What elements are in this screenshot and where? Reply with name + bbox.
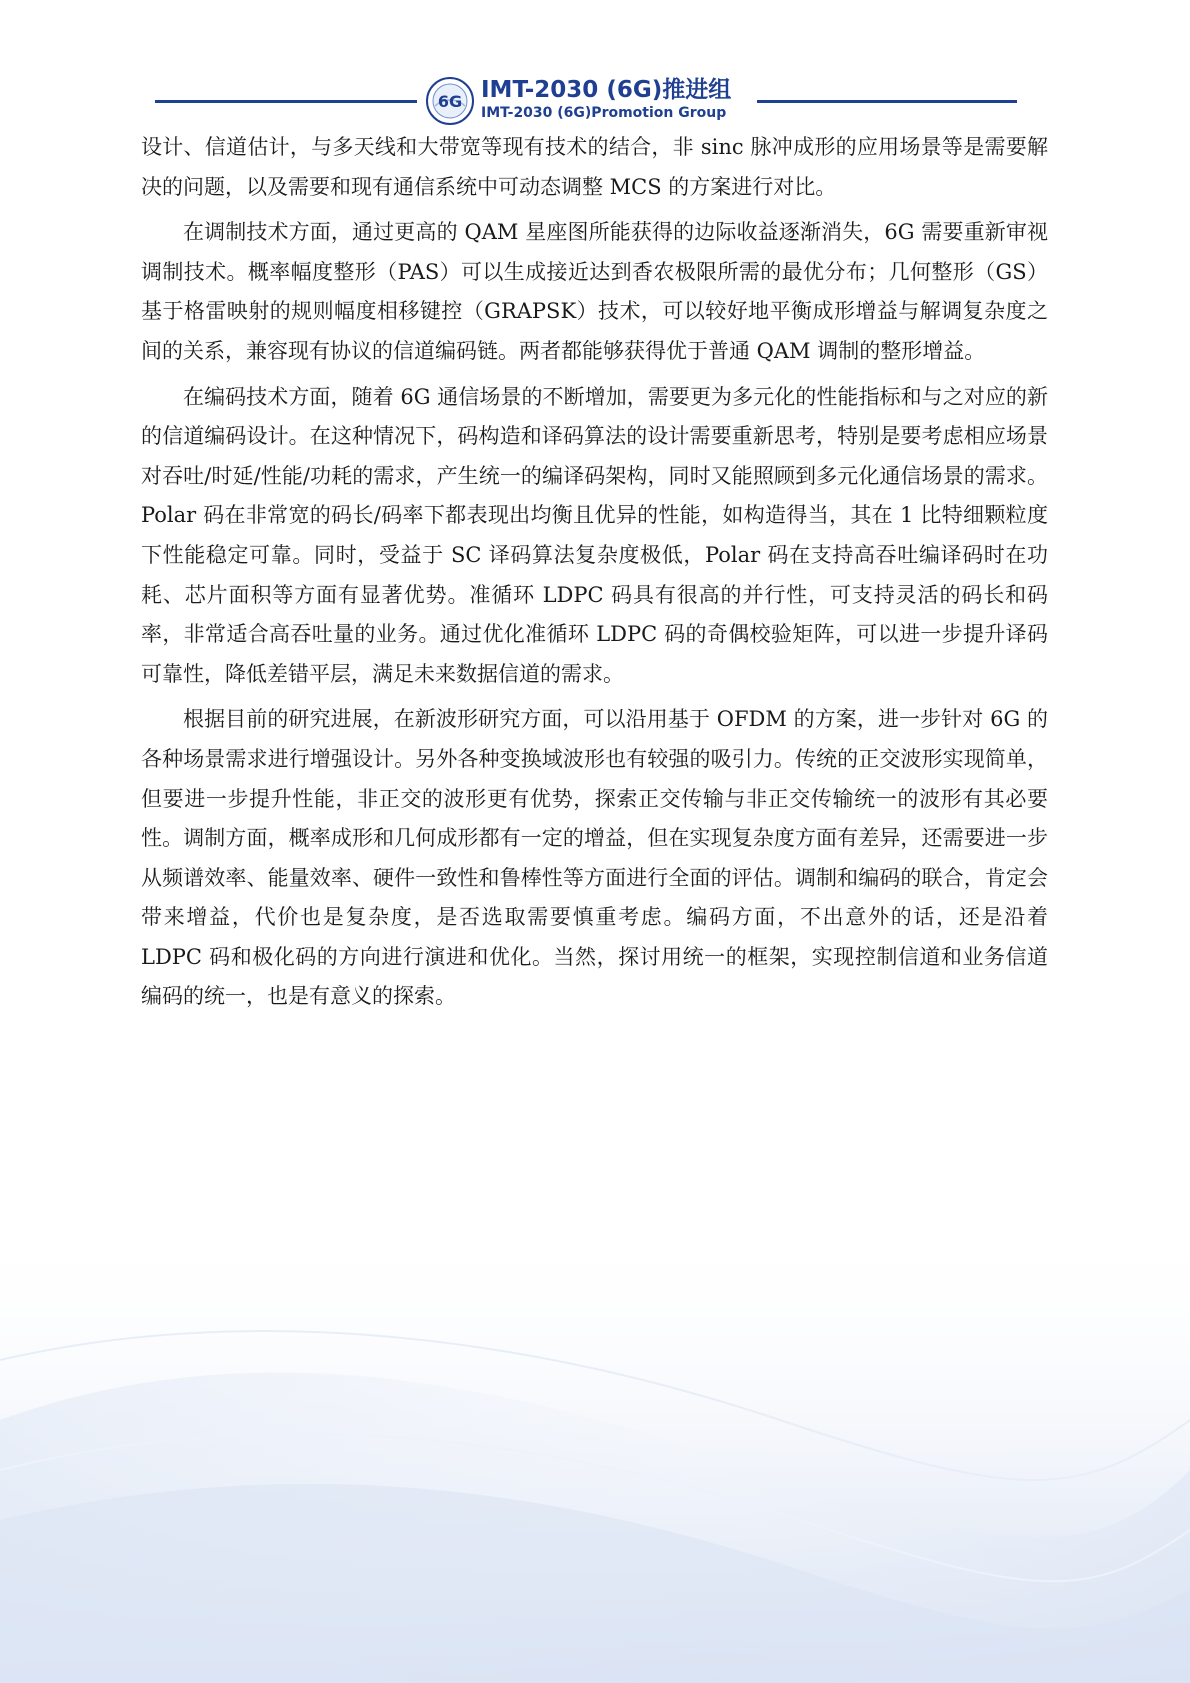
- logo-badge-text: 6G: [437, 92, 463, 111]
- org-name-cn: IMT-2030 (6G)推进组: [481, 77, 732, 103]
- paragraph-summary: 根据目前的研究进展，在新波形研究方面，可以沿用基于 OFDM 的方案，进一步针对 6G 的各种场景需求进行增强设计。另外各种变换域波形也有较强的吸引力。传统的正交波形实现简单，但要进一步提升性能，非正交的波形更有优势，探索正交传输与非正交传输统一的波形有其必要性。调制方面，概率成形和几何成形都有一定的增益，但在实现复杂度方面有差异，还需要进一步从频谱效率、能量效率、硬件一致性和鲁棒性等方面进行全面的评估。调制和编码的联合，肯定会带来增益，代价也是复杂度，是否选取需要慎重考虑。编码方面，不出意外的话，还是沿着 LDPC 码和极化码的方向进行演进和优化。当然，探讨用统一的框架，实现控制信道和业务信道编码的统一，也是有意义的探索。: [141, 707, 1048, 1009]
- document-body: [141, 128, 1048, 1023]
- paragraph-continuation: 设计、信道估计，与多天线和大带宽等现有技术的结合，非 sinc 脉冲成形的应用场景等是需要解决的问题，以及需要和现有通信系统中可动态调整 MCS 的方案进行对比。: [141, 135, 1048, 199]
- page-header: [0, 74, 1190, 130]
- imt2030-logo-icon: [425, 76, 475, 126]
- paragraph-coding: 在编码技术方面，随着 6G 通信场景的不断增加，需要更为多元化的性能指标和与之对应的新的信道编码设计。在这种情况下，码构造和译码算法的设计需要重新思考，特别是要考虑相应场景对吞吐/时延/性能/功耗的需求，产生统一的编译码架构，同时又能照顾到多元化通信场景的需求。Polar 码在非常宽的码长/码率下都表现出均衡且优异的性能，如构造得当，其在 1 比特细颗粒度下性能稳定可靠。同时，受益于 SC 译码算法复杂度极低，Polar 码在支持高吞吐编译码时在功耗、芯片面积等方面有显著优势。准循环 LDPC 码具有很高的并行性，可支持灵活的码长和码率，非常适合高吞吐量的业务。通过优化准循环 LDPC 码的奇偶校验矩阵，可以进一步提升译码可靠性，降低差错平层，满足未来数据信道的需求。: [141, 384, 1048, 686]
- paragraph-modulation: 在调制技术方面，通过更高的 QAM 星座图所能获得的边际收益逐渐消失，6G 需要重新审视调制技术。概率幅度整形（PAS）可以生成接近达到香农极限所需的最优分布；几何整形（GS）基于格雷映射的规则幅度相移键控（GRAPSK）技术，可以较好地平衡成形增益与解调复杂度之间的关系，兼容现有协议的信道编码链。两者都能够获得优于普通 QAM 调制的整形增益。: [141, 220, 1048, 363]
- org-name-en: IMT-2030 (6G)Promotion Group: [481, 105, 727, 121]
- header-rule-left: [155, 100, 417, 103]
- header-rule-right: [757, 100, 1017, 103]
